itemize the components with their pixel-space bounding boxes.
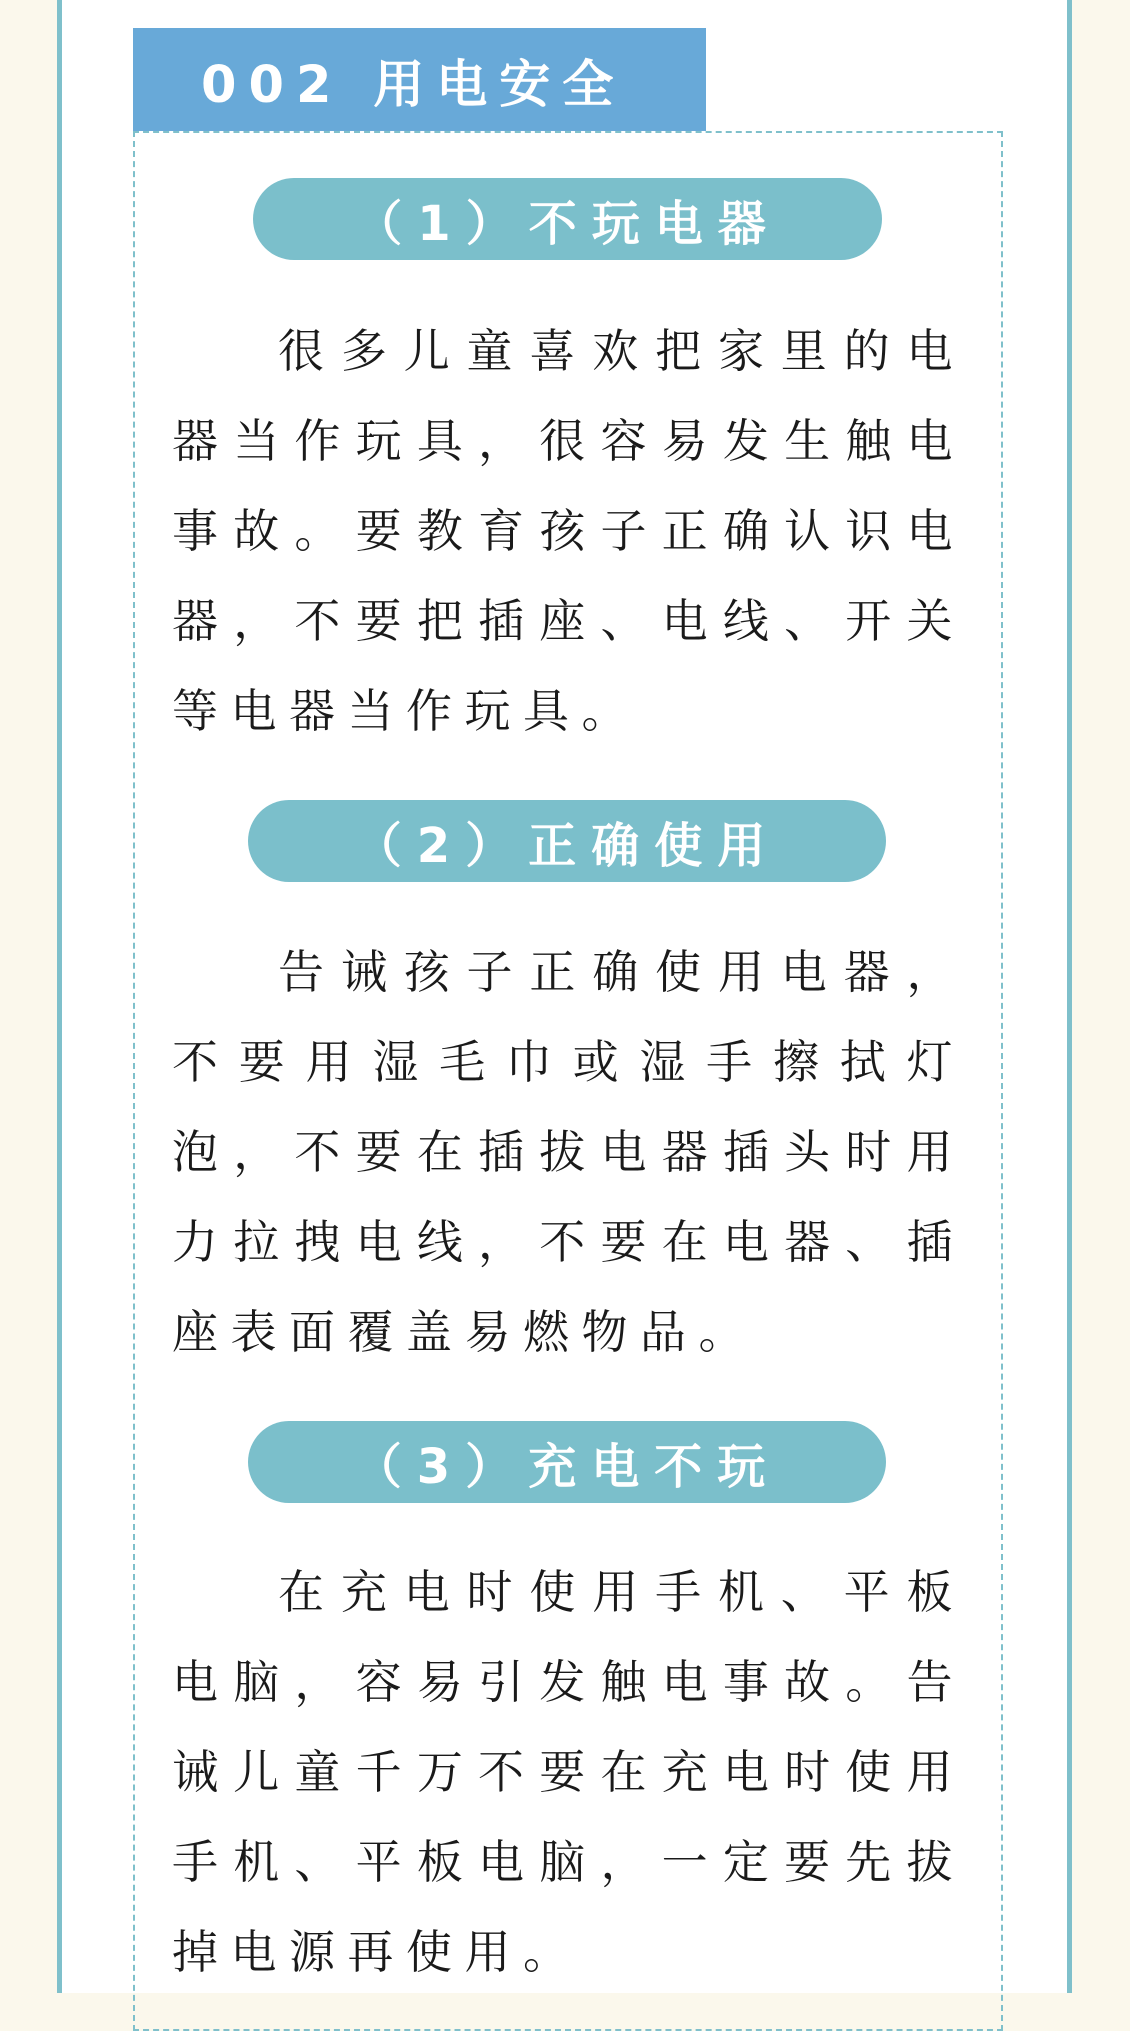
paragraph-1: 很多儿童喜欢把家里的电器当作玩具，很容易发生触电事故。要教育孩子正确认识电器，不要把插座、电线、开关等电器当作玩具。 — [172, 324, 965, 738]
subheading-2: （2）正确使用 — [248, 800, 886, 882]
paragraph-3: 在充电时使用手机、平板电脑，容易引发触电事故。告诫儿童千万不要在充电时使用手机、平板电脑，一定要先拔掉电源再使用。 — [172, 1565, 965, 1979]
subheading-1: （1）不玩电器 — [253, 178, 882, 260]
section-title: 002 用电安全 — [133, 28, 706, 131]
paragraph-2: 告诫孩子正确使用电器，不要用湿毛巾或湿手擦拭灯泡，不要在插拔电器插头时用力拉拽电线，不要在电器、插座表面覆盖易燃物品。 — [172, 945, 965, 1359]
subheading-3: （3）充电不玩 — [248, 1421, 886, 1503]
